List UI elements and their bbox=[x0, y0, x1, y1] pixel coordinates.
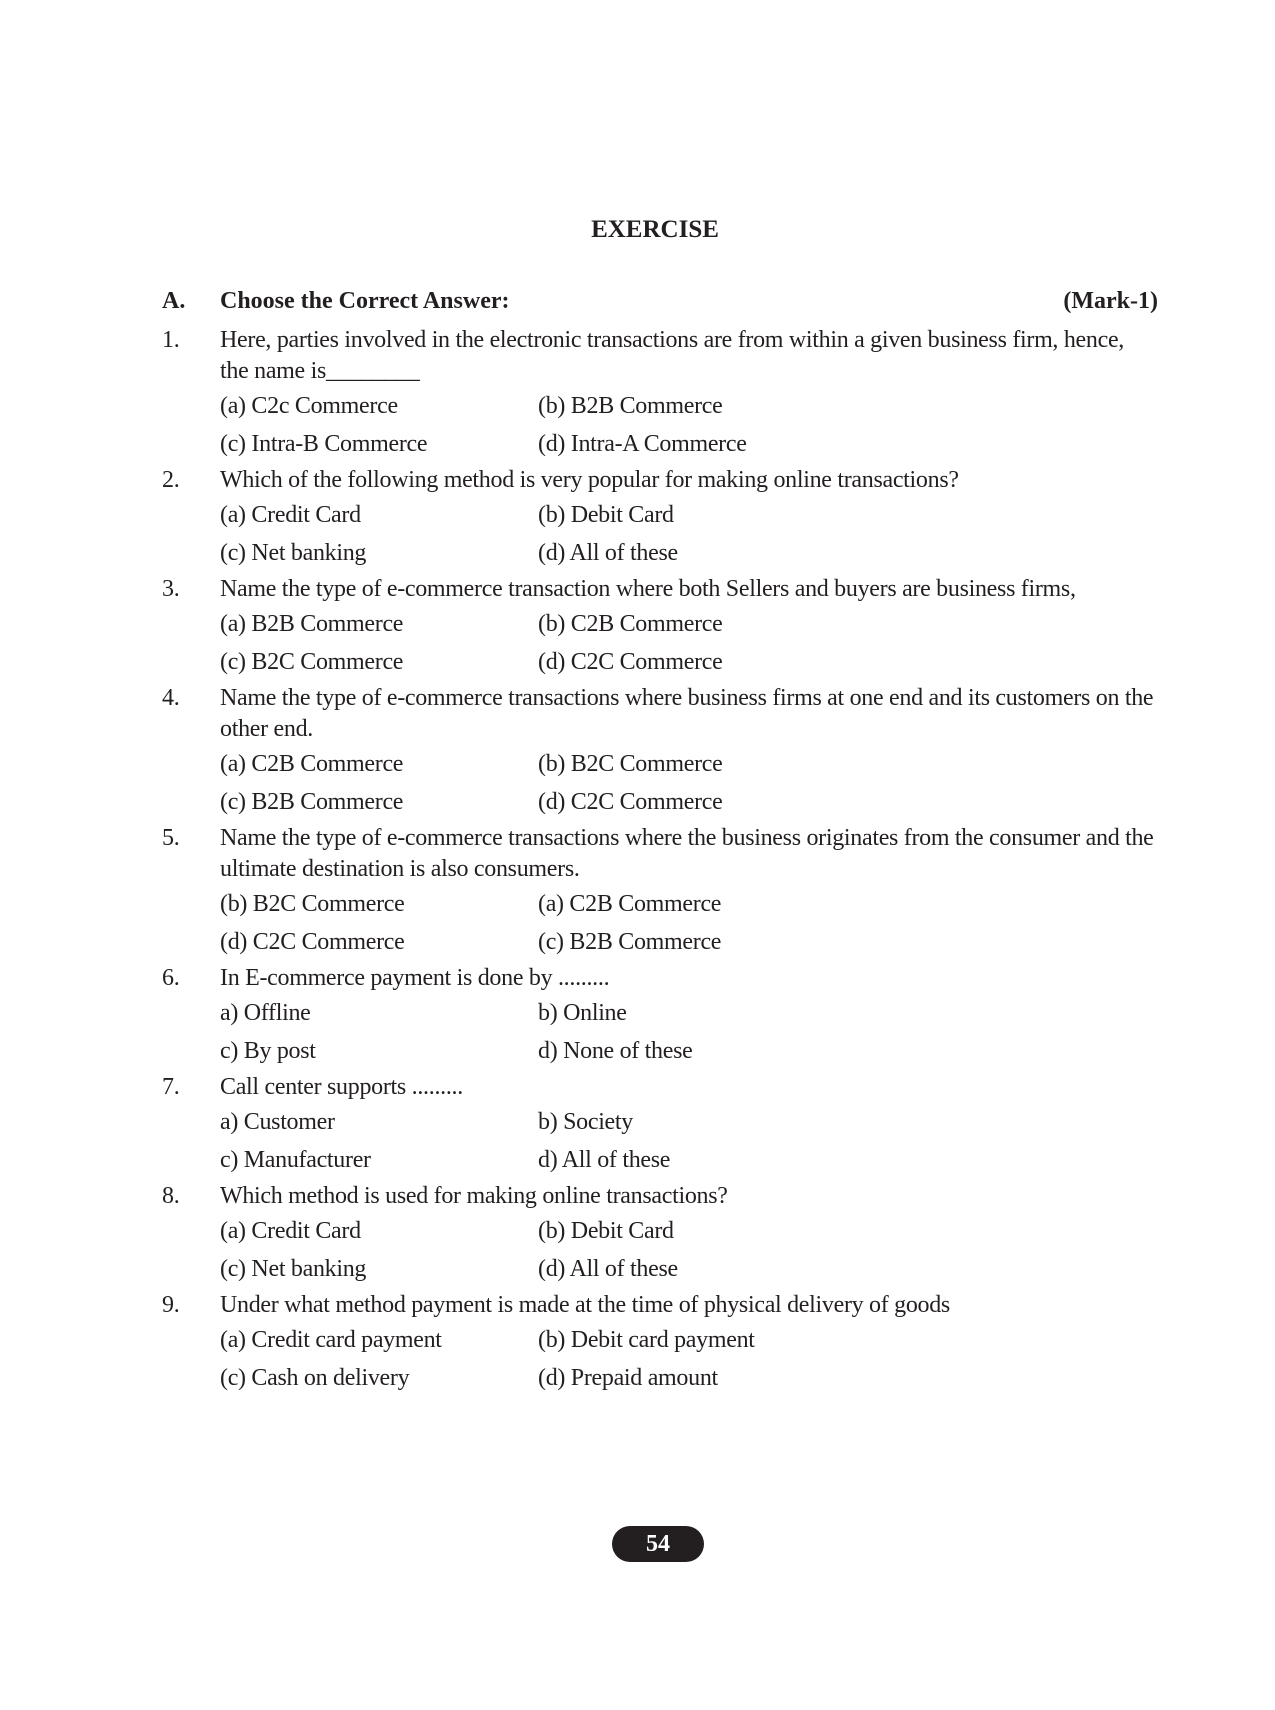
section-heading: Choose the Correct Answer: bbox=[220, 288, 510, 314]
question-text: In E-commerce payment is done by ......... bbox=[220, 965, 610, 991]
question-text: Name the type of e-commerce transaction where both Sellers and buyers are business firms, bbox=[220, 576, 1076, 602]
option: (a) Credit Card bbox=[220, 502, 361, 528]
option: b) Online bbox=[538, 1000, 627, 1026]
question-9 bbox=[162, 1288, 1158, 1397]
question-text: Name the type of e-commerce transactions where business firms at one end and its customers on the other end. bbox=[220, 685, 1154, 742]
option: (c) B2B Commerce bbox=[220, 788, 404, 815]
question-6 bbox=[162, 961, 1158, 1070]
section-header bbox=[162, 285, 1158, 317]
option: (c) Cash on delivery bbox=[220, 1364, 410, 1391]
option: d) None of these bbox=[538, 1037, 693, 1064]
option: c) Manufacturer bbox=[220, 1146, 371, 1173]
question-number: 7. bbox=[162, 1074, 180, 1100]
question-5 bbox=[162, 821, 1158, 961]
question-text: Here, parties involved in the electronic transactions are from within a given business firm, hence, the name is________ bbox=[220, 327, 1124, 384]
section-letter: A. bbox=[162, 288, 186, 314]
option: (d) All of these bbox=[538, 539, 678, 566]
option: (d) Prepaid amount bbox=[538, 1364, 718, 1391]
option: b) Society bbox=[538, 1109, 633, 1135]
option: (c) Net banking bbox=[220, 1255, 367, 1282]
option: (a) Credit Card bbox=[220, 1218, 361, 1244]
option: (b) B2C Commerce bbox=[538, 751, 723, 777]
question-8 bbox=[162, 1179, 1158, 1288]
question-number: 9. bbox=[162, 1292, 180, 1318]
question-text: Under what method payment is made at the time of physical delivery of goods bbox=[220, 1292, 950, 1318]
question-text: Call center supports ......... bbox=[220, 1074, 463, 1100]
option: (b) C2B Commerce bbox=[538, 611, 723, 637]
option: d) All of these bbox=[538, 1146, 671, 1173]
option: (d) C2C Commerce bbox=[220, 928, 405, 955]
option: (c) B2C Commerce bbox=[220, 648, 404, 675]
question-text: Which method is used for making online transactions? bbox=[220, 1183, 728, 1209]
question-number: 5. bbox=[162, 825, 180, 851]
page-number-badge: 54 bbox=[612, 1526, 704, 1562]
question-1 bbox=[162, 323, 1158, 463]
option: (a) B2B Commerce bbox=[220, 611, 404, 637]
option: c) By post bbox=[220, 1037, 316, 1064]
option: (c) Intra-B Commerce bbox=[220, 430, 428, 457]
option: (d) All of these bbox=[538, 1255, 678, 1282]
option: (a) Credit card payment bbox=[220, 1327, 442, 1353]
question-number: 6. bbox=[162, 965, 180, 991]
option: (d) Intra-A Commerce bbox=[538, 430, 747, 457]
question-number: 3. bbox=[162, 576, 180, 602]
option: (d) C2C Commerce bbox=[538, 648, 723, 675]
question-number: 8. bbox=[162, 1183, 180, 1209]
question-number: 2. bbox=[162, 467, 180, 493]
option: (b) B2B Commerce bbox=[538, 393, 723, 419]
option: (c) B2B Commerce bbox=[538, 928, 722, 955]
option: (b) B2C Commerce bbox=[220, 891, 405, 917]
option: (b) Debit Card bbox=[538, 502, 674, 528]
question-7 bbox=[162, 1070, 1158, 1179]
option: (b) Debit card payment bbox=[538, 1327, 755, 1353]
option: a) Customer bbox=[220, 1109, 335, 1135]
question-2 bbox=[162, 463, 1158, 572]
question-list bbox=[162, 323, 1158, 1397]
option: (a) C2B Commerce bbox=[220, 751, 404, 777]
question-4 bbox=[162, 681, 1158, 821]
question-3 bbox=[162, 572, 1158, 681]
option: (c) Net banking bbox=[220, 539, 367, 566]
option: a) Offline bbox=[220, 1000, 311, 1026]
option: (a) C2c Commerce bbox=[220, 393, 398, 419]
question-text: Name the type of e-commerce transactions where the business originates from the consumer and the ultimate destination is also consumers. bbox=[220, 825, 1154, 882]
page-title: EXERCISE bbox=[591, 216, 719, 243]
question-number: 1. bbox=[162, 327, 180, 353]
option: (b) Debit Card bbox=[538, 1218, 674, 1244]
question-number: 4. bbox=[162, 685, 180, 711]
question-text: Which of the following method is very popular for making online transactions? bbox=[220, 467, 959, 493]
section-marks: (Mark-1) bbox=[1063, 288, 1158, 314]
option: (d) C2C Commerce bbox=[538, 788, 723, 815]
option: (a) C2B Commerce bbox=[538, 891, 722, 917]
